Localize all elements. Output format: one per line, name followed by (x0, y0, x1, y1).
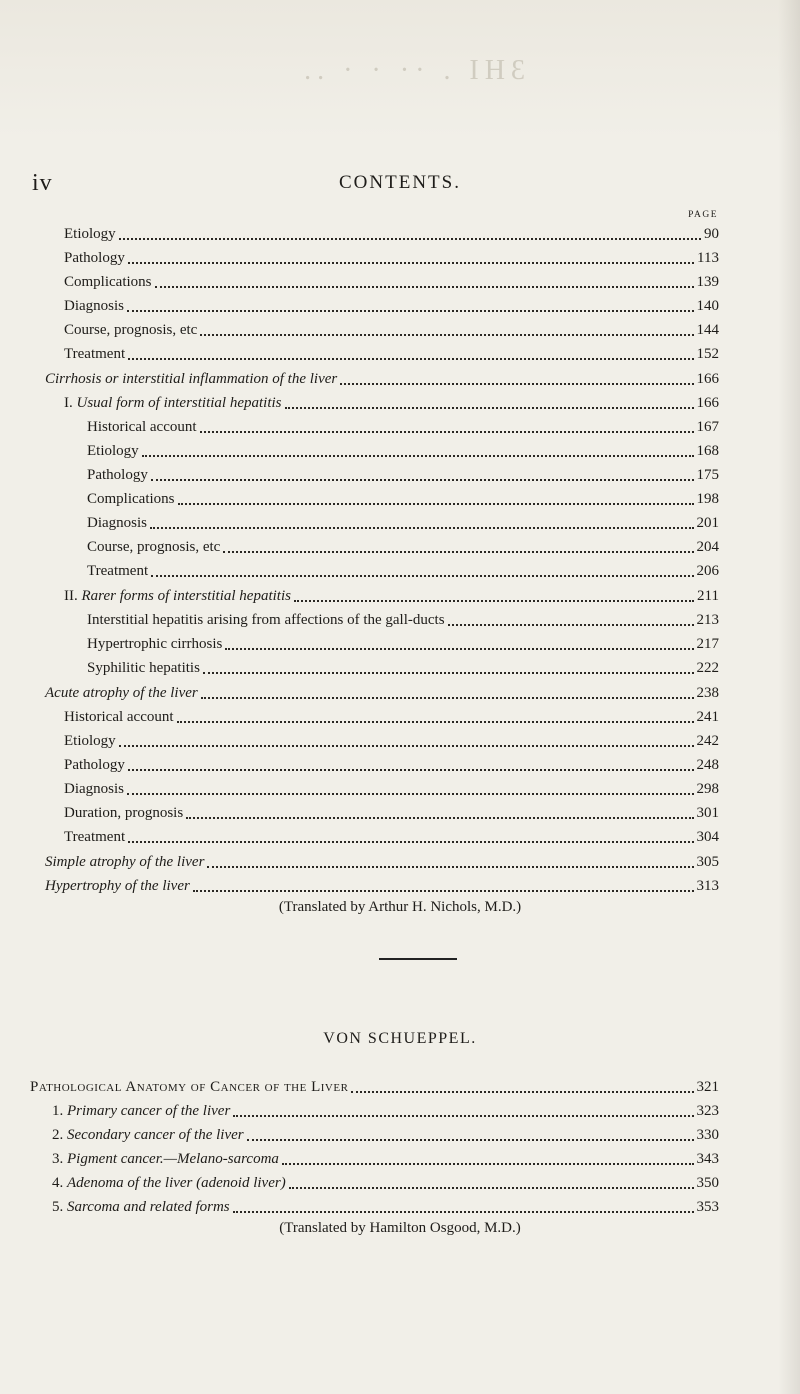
toc-entry: Etiology 168 (87, 443, 719, 459)
translator-credit: (Translated by Arthur H. Nichols, M.D.) (278, 899, 522, 915)
toc-entry: Etiology 90 (64, 226, 719, 242)
toc-entry: 1. Primary cancer of the liver 323 (52, 1103, 719, 1119)
toc-entry: Historical account 167 (87, 419, 719, 435)
toc-entry: Course, prognosis, etc 144 (64, 322, 719, 338)
page-numeral: iv (32, 170, 53, 196)
toc-entry: Complications 198 (87, 491, 719, 507)
toc-entry: Diagnosis 201 (87, 515, 719, 531)
toc-entry: Diagnosis 140 (64, 298, 719, 314)
toc-entry: Treatment 152 (64, 346, 719, 362)
show-through-text: 3HI . ·· · · .. (298, 55, 525, 86)
toc-entry: Duration, prognosis 301 (64, 805, 719, 821)
page-edge-shadow (778, 0, 800, 1394)
author-heading: VON SCHUEPPEL. (323, 1030, 477, 1047)
toc-entry: Complications 139 (64, 274, 719, 290)
toc-entry-subchapter: II. Rarer forms of interstitial hepatitis 211 (64, 588, 719, 604)
toc-entry: Hypertrophic cirrhosis 217 (87, 636, 719, 652)
toc-entry: Treatment 206 (87, 563, 719, 579)
page-title: CONTENTS. (339, 172, 461, 193)
toc-entry-chapter: Acute atrophy of the liver 238 (45, 685, 719, 701)
toc-entry: Diagnosis 298 (64, 781, 719, 797)
toc-entry-chapter: Cirrhosis or interstitial inflammation of the liver 166 (45, 371, 719, 387)
toc-entry-chapter: Hypertrophy of the liver 313 (45, 878, 719, 894)
toc-entry: Pathology 113 (64, 250, 719, 266)
running-head (0, 170, 800, 194)
section-divider (379, 958, 457, 960)
toc-entry-chapter: Simple atrophy of the liver 305 (45, 854, 719, 870)
translator-credit: (Translated by Hamilton Osgood, M.D.) (279, 1220, 521, 1236)
page-column-label: PAGE (688, 210, 718, 220)
toc-entry: 4. Adenoma of the liver (adenoid liver) 350 (52, 1175, 719, 1191)
toc-entry: 3. Pigment cancer.—Melano-sarcoma 343 (52, 1151, 719, 1167)
toc-entry: Treatment 304 (64, 829, 719, 845)
toc-entry-chapter: Pathological Anatomy of Cancer of the Liver 321 (30, 1079, 719, 1095)
toc-entry: 5. Sarcoma and related forms 353 (52, 1199, 719, 1215)
toc-entry: Etiology 242 (64, 733, 719, 749)
toc-entry-subchapter: I. Usual form of interstitial hepatitis 166 (64, 395, 719, 411)
toc-entry: 2. Secondary cancer of the liver 330 (52, 1127, 719, 1143)
toc-entry: Pathology 175 (87, 467, 719, 483)
toc-entry: Interstitial hepatitis arising from affections of the gall-ducts 213 (87, 612, 719, 628)
toc-entry: Historical account 241 (64, 709, 719, 725)
toc-entry: Course, prognosis, etc 204 (87, 539, 719, 555)
toc-entry: Syphilitic hepatitis 222 (87, 660, 719, 676)
toc-entry: Pathology 248 (64, 757, 719, 773)
